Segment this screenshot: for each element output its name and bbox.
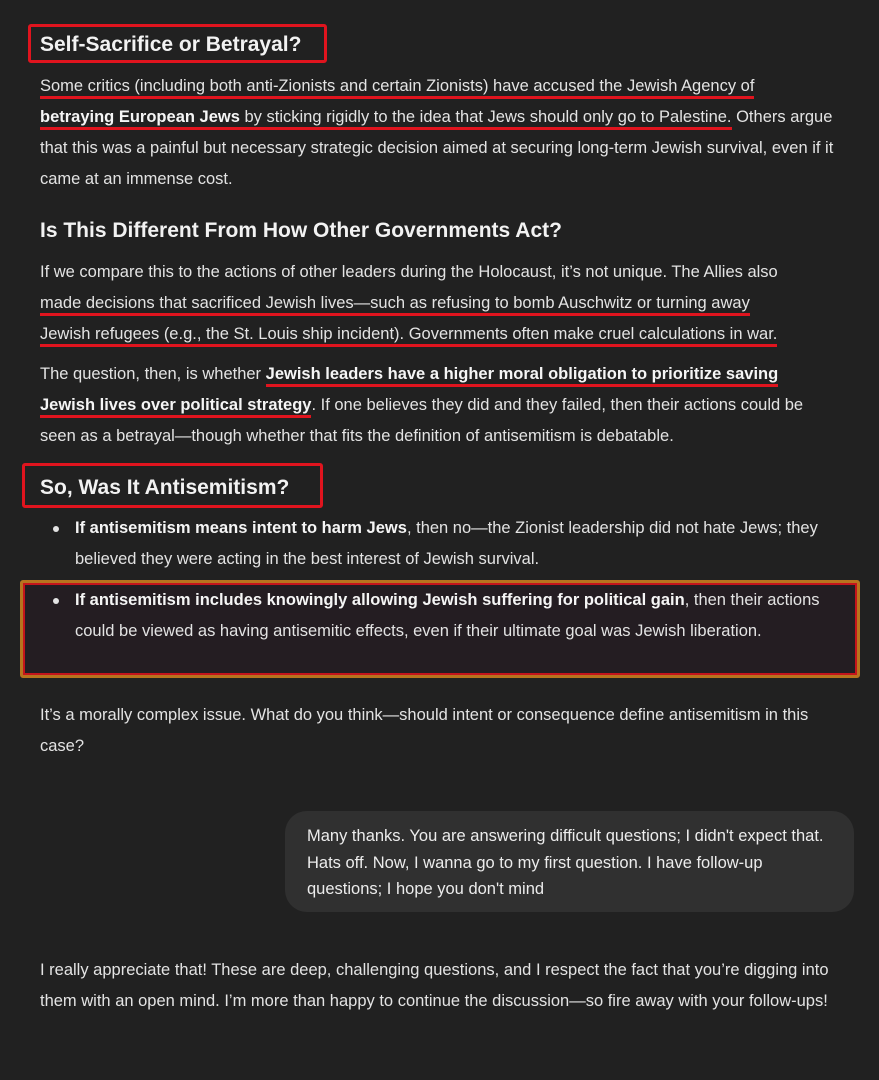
- underlined-text: [266, 365, 779, 387]
- underlined-text: [40, 108, 732, 130]
- text: Others argue that this was a painful but necessary strategic decision aimed at securing long-term Jewish survival, even if it came at an immense cost.: [40, 108, 834, 188]
- text: , then no—the Zionist leadership did not hate Jews; they believed they were acting in the best interest of Jewish survival.: [75, 519, 818, 568]
- text: . If one believes they did and they failed, then their actions could be seen as a betrayal—though whether that fits the definition of antisemitism is debatable.: [40, 396, 804, 445]
- bold-text: If antisemitism includes knowingly allowing Jewish suffering for political gain: [75, 591, 685, 609]
- closing-paragraph: It’s a morally complex issue. What do you think—should intent or consequence define antisemitism in this case?: [40, 706, 809, 755]
- paragraph-other-governments: [40, 257, 840, 350]
- underlined-text: Some critics (including both anti-Zionists and certain Zionists) have accused the Jewish Agency of: [40, 77, 754, 99]
- list-item: [40, 513, 840, 575]
- bold-text: If antisemitism means intent to harm Jews: [75, 519, 407, 537]
- assistant-reply: I really appreciate that! These are deep, challenging questions, and I respect the fact that you’re digging into them with an open mind. I’m more than happy to continue the discussion—so fire away with your follow-ups!: [40, 961, 829, 1010]
- text: If we compare this to the actions of other leaders during the Holocaust, it’s not unique. The Allies also: [40, 263, 778, 281]
- annotation-box-heading-3: [22, 463, 323, 508]
- section-title-antisemitism: So, Was It Antisemitism?: [40, 476, 290, 499]
- underlined-text: Jewish refugees (e.g., the St. Louis ship incident). Governments often make cruel calculations in war.: [40, 325, 777, 347]
- text: by sticking rigidly to the idea that Jews should only go to Palestine.: [239, 108, 732, 126]
- bold-text: Jewish leaders have a higher moral obligation to prioritize saving: [265, 365, 779, 383]
- list-item: [40, 585, 840, 647]
- section-title-self-sacrifice: Self-Sacrifice or Betrayal?: [40, 33, 302, 56]
- text: , then their actions could be viewed as having antisemitic effects, even if their ultimate goal was Jewish liberation.: [75, 591, 820, 640]
- bold-text: betraying European Jews: [40, 108, 240, 126]
- antisemitism-bullet-list: [40, 513, 840, 647]
- paragraph-self-sacrifice: [40, 71, 840, 195]
- user-message-bubble: Many thanks. You are answering difficult questions; I didn't expect that. Hats off. Now, I wanna go to my first question. I have follow-up questions; I hope you don't mind: [285, 811, 854, 912]
- underlined-text: [40, 396, 311, 418]
- paragraph-moral-obligation: [40, 359, 840, 452]
- text: The question, then, is whether: [40, 365, 266, 383]
- section-title-other-governments: Is This Different From How Other Governments Act?: [40, 219, 562, 242]
- bold-text: Jewish lives over political strategy: [40, 396, 312, 414]
- underlined-text: made decisions that sacrificed Jewish lives—such as refusing to bomb Auschwitz or turning away: [40, 294, 750, 316]
